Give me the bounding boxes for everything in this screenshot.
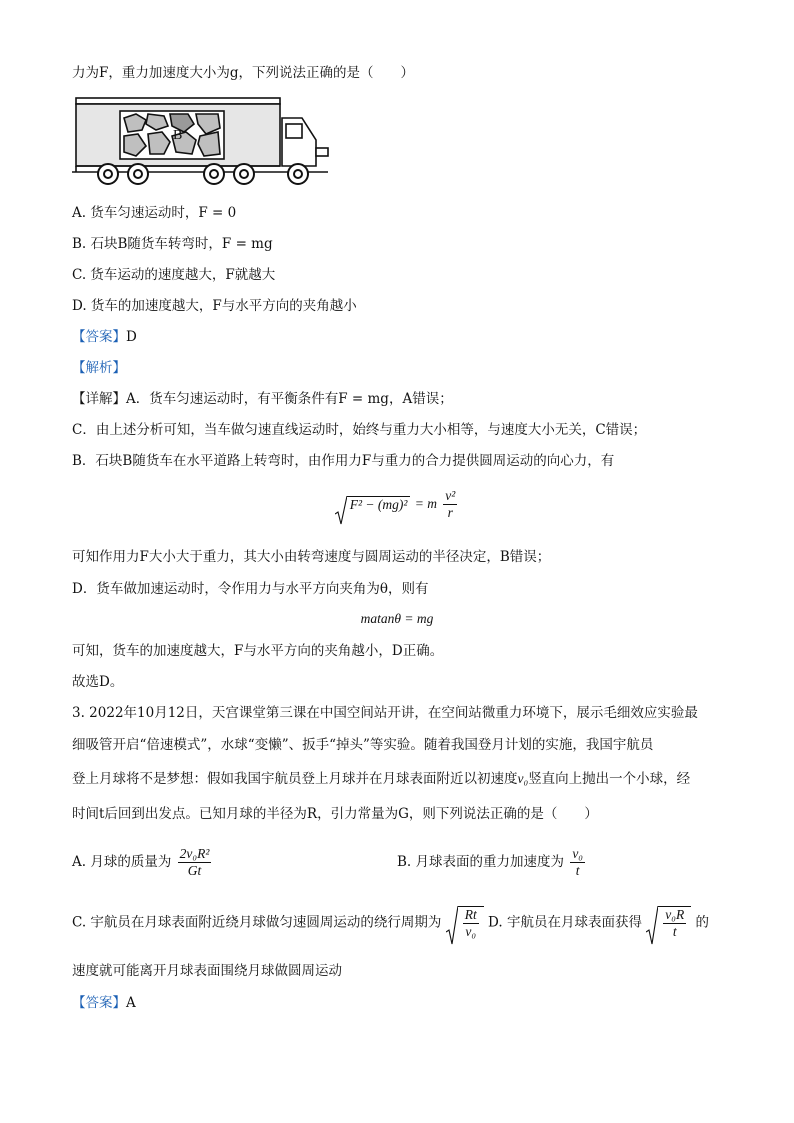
q3-option-b-fraction bbox=[570, 846, 585, 879]
q3-option-b-numerator: v₀ bbox=[572, 846, 583, 861]
q3-option-d-line-2: 速度就可能离开月球表面围绕月球做圆周运动 bbox=[72, 963, 342, 979]
q3-option-d-text: D. 宇航员在月球表面获得 bbox=[488, 914, 642, 931]
q2-option-a: A. 货车匀速运动时，F = 0 bbox=[72, 205, 237, 221]
q3-option-c-sqrt bbox=[446, 906, 484, 940]
q3-option-a-text: A. 月球的质量为 bbox=[72, 854, 172, 870]
intro-line: 力为F，重力加速度大小为g，下列说法正确的是（ ） bbox=[72, 65, 415, 81]
q3-option-b-denominator: t bbox=[575, 863, 580, 878]
q3-option-c-d-line bbox=[72, 906, 709, 940]
truck-figure bbox=[72, 96, 334, 188]
q3-option-a-denominator: Gt bbox=[187, 863, 202, 878]
q2-after-eq1: 可知作用力F大小大于重力，其大小由转弯速度与圆周运动的半径决定，B错误； bbox=[72, 549, 551, 565]
q3-option-c-text: C. 宇航员在月球表面附近绕月球做匀速圆周运动的绕行周期为 bbox=[72, 914, 442, 931]
q3-option-d-sqrt bbox=[646, 906, 691, 940]
q2-answer-line bbox=[72, 328, 137, 346]
q3-option-d-denominator: t bbox=[672, 924, 677, 939]
detail-tag: 【详解】 bbox=[72, 391, 126, 407]
sqrt-expression bbox=[335, 496, 411, 513]
q3-option-c-fraction bbox=[463, 907, 479, 940]
q3-option-c-denominator: v₀ bbox=[465, 924, 477, 939]
q3-line-2: 细吸管开启“倍速模式”，水球“变懒”、扳手“掉头”等实验。随着我国登月计划的实施，我国宇航员 bbox=[72, 737, 654, 753]
sqrt-radicand: F² − (mg)² bbox=[347, 496, 411, 513]
q2-conclusion: 故选D。 bbox=[72, 674, 124, 690]
q3-line-3a: 登上月球将不是梦想：假如我国宇航员登上月球并在月球表面附近以初速度 bbox=[72, 771, 518, 787]
q2-answer-value: D bbox=[126, 329, 137, 345]
q2-option-b: B. 石块B随货车转弯时，F = mg bbox=[72, 236, 273, 252]
q2-detail-b: B．石块B随货车在水平道路上转弯时，由作用力F与重力的合力提供圆周运动的向心力，有 bbox=[72, 453, 615, 469]
q3-answer-line bbox=[72, 994, 136, 1012]
answer-tag: 【答案】 bbox=[72, 329, 126, 345]
q3-answer-tag: 【答案】 bbox=[72, 995, 126, 1011]
analysis-tag: 【解析】 bbox=[72, 360, 126, 376]
eq1-numerator: v² bbox=[445, 488, 456, 503]
q3-option-b-text: B. 月球表面的重力加速度为 bbox=[397, 854, 565, 870]
q2-equation-2: matanθ = mg bbox=[360, 611, 434, 626]
q3-line-3 bbox=[72, 770, 690, 788]
v0-symbol: v₀ bbox=[517, 771, 529, 786]
q3-option-d-numerator: v₀R bbox=[665, 907, 685, 922]
q2-equation-1 bbox=[0, 488, 794, 521]
q2-detail-d: D．货车做加速运动时，令作用力与水平方向夹角为θ，则有 bbox=[72, 581, 429, 597]
q3-option-c-numerator: Rt bbox=[464, 907, 477, 922]
q3-answer-value: A bbox=[126, 995, 136, 1011]
q3-option-a-numerator: 2v₀R² bbox=[179, 846, 210, 861]
q2-detail-a-line bbox=[72, 390, 453, 408]
q3-option-a bbox=[72, 846, 213, 879]
eq1-equals-m: = m bbox=[414, 496, 437, 511]
q3-line-3b: 竖直向上抛出一个小球，经 bbox=[528, 771, 691, 787]
q2-after-eq2: 可知，货车的加速度越大，F与水平方向的夹角越小，D正确。 bbox=[72, 643, 444, 659]
q2-option-d: D. 货车的加速度越大，F与水平方向的夹角越小 bbox=[72, 298, 357, 314]
eq1-fraction bbox=[443, 488, 457, 521]
q3-line-1: 3. 2022年10月12日，天宫课堂第三课在中国空间站开讲，在空间站微重力环境下，展示毛细效应实验最 bbox=[72, 705, 698, 721]
q2-detail-a: A．货车匀速运动时，有平衡条件有F = mg，A错误； bbox=[126, 391, 453, 407]
q2-option-c: C. 货车运动的速度越大，F就越大 bbox=[72, 267, 276, 283]
q3-option-a-fraction bbox=[178, 846, 212, 879]
figure-label-b: B bbox=[173, 128, 183, 143]
eq1-denominator: r bbox=[447, 505, 453, 520]
q3-option-b bbox=[397, 846, 587, 879]
q3-option-d-fraction bbox=[663, 907, 686, 940]
q2-detail-c: C．由上述分析可知，当车做匀速直线运动时，始终与重力大小相等，与速度大小无关，C错误； bbox=[72, 422, 647, 438]
q3-option-d-tail: 的 bbox=[695, 914, 709, 931]
q3-line-4: 时间t后回到出发点。已知月球的半径为R，引力常量为G，则下列说法正确的是（ ） bbox=[72, 806, 598, 822]
